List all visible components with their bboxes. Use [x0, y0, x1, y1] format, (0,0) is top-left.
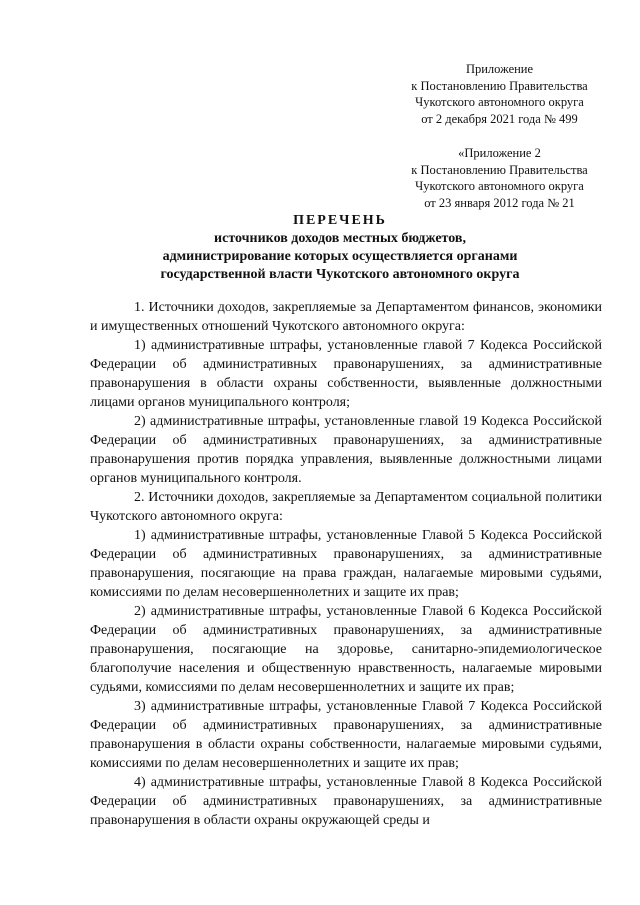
list-item-paragraph: 1) административные штрафы, установленные Главой 5 Кодекса Российской Федерации об административных правонарушениях, за административные правонарушения, посягающие на права граждан, налагаемые мировыми судьями, комиссиями по делам несовершеннолетних и защите их прав; — [90, 528, 602, 600]
list-item-paragraph: 2) административные штрафы, установленные Главой 6 Кодекса Российской Федерации об административных правонарушениях, за административные правонарушения, посягающие на здоровье, санитарно-эпидемиологическое благополучие населения и общественную нравственность, налагаемые мировыми судьями, комиссиями по делам несовершеннолетних и защите их прав; — [90, 604, 602, 695]
section-heading-paragraph: 2. Источники доходов, закрепляемые за Департаментом социальной политики Чукотского автономного округа: — [90, 490, 602, 524]
section-heading-paragraph: 1. Источники доходов, закрепляемые за Департаментом финансов, экономики и имущественных отношений Чукотского автономного округа: — [90, 300, 602, 334]
annex-line: от 2 декабря 2021 года № 499 — [421, 111, 578, 126]
annex-line: Чукотского автономного округа — [415, 179, 584, 193]
annex-line: «Приложение 2 — [458, 146, 541, 160]
document-subtitle-line: источников доходов местных бюджетов, — [214, 231, 466, 246]
annex-line: к Постановлению Правительства — [411, 78, 588, 93]
annex-line: к Постановлению Правительства — [411, 162, 588, 177]
annex-line: Приложение — [465, 62, 534, 76]
list-item-paragraph: 3) административные штрафы, установленные Главой 7 Кодекса Российской Федерации об административных правонарушениях, за административные правонарушения в области охраны собственности, налагаемые мировыми судьями, комиссиями по делам несовершеннолетних и защите их прав; — [90, 699, 602, 771]
document-body — [90, 298, 602, 830]
document-title: ПЕРЕЧЕНЬ — [293, 213, 387, 228]
list-item-paragraph: 2) административные штрафы, установленные главой 19 Кодекса Российской Федерации об административных правонарушениях, за административные правонарушения против порядка управления, выявленные должностными лицами органов муниципального контроля. — [90, 414, 602, 486]
annex-line: Чукотского автономного округа — [415, 95, 584, 109]
document-subtitle-line: государственной власти Чукотского автономного округа — [160, 267, 520, 282]
list-item-paragraph: 4) административные штрафы, установленные Главой 8 Кодекса Российской Федерации об административных правонарушениях, за административные правонарушения в области охраны окружающей среды и — [90, 775, 602, 828]
annex-line: от 23 января 2012 года № 21 — [424, 195, 575, 210]
annex-reference-previous — [382, 145, 617, 211]
annex-reference-current — [382, 61, 617, 127]
document-title-block — [60, 212, 620, 284]
document-subtitle-line: администрирование которых осуществляется органами — [162, 249, 518, 264]
list-item-paragraph: 1) административные штрафы, установленные главой 7 Кодекса Российской Федерации об административных правонарушениях, за административные правонарушения в области охраны собственности, выявленные должностными лицами органов муниципального контроля; — [90, 338, 602, 410]
